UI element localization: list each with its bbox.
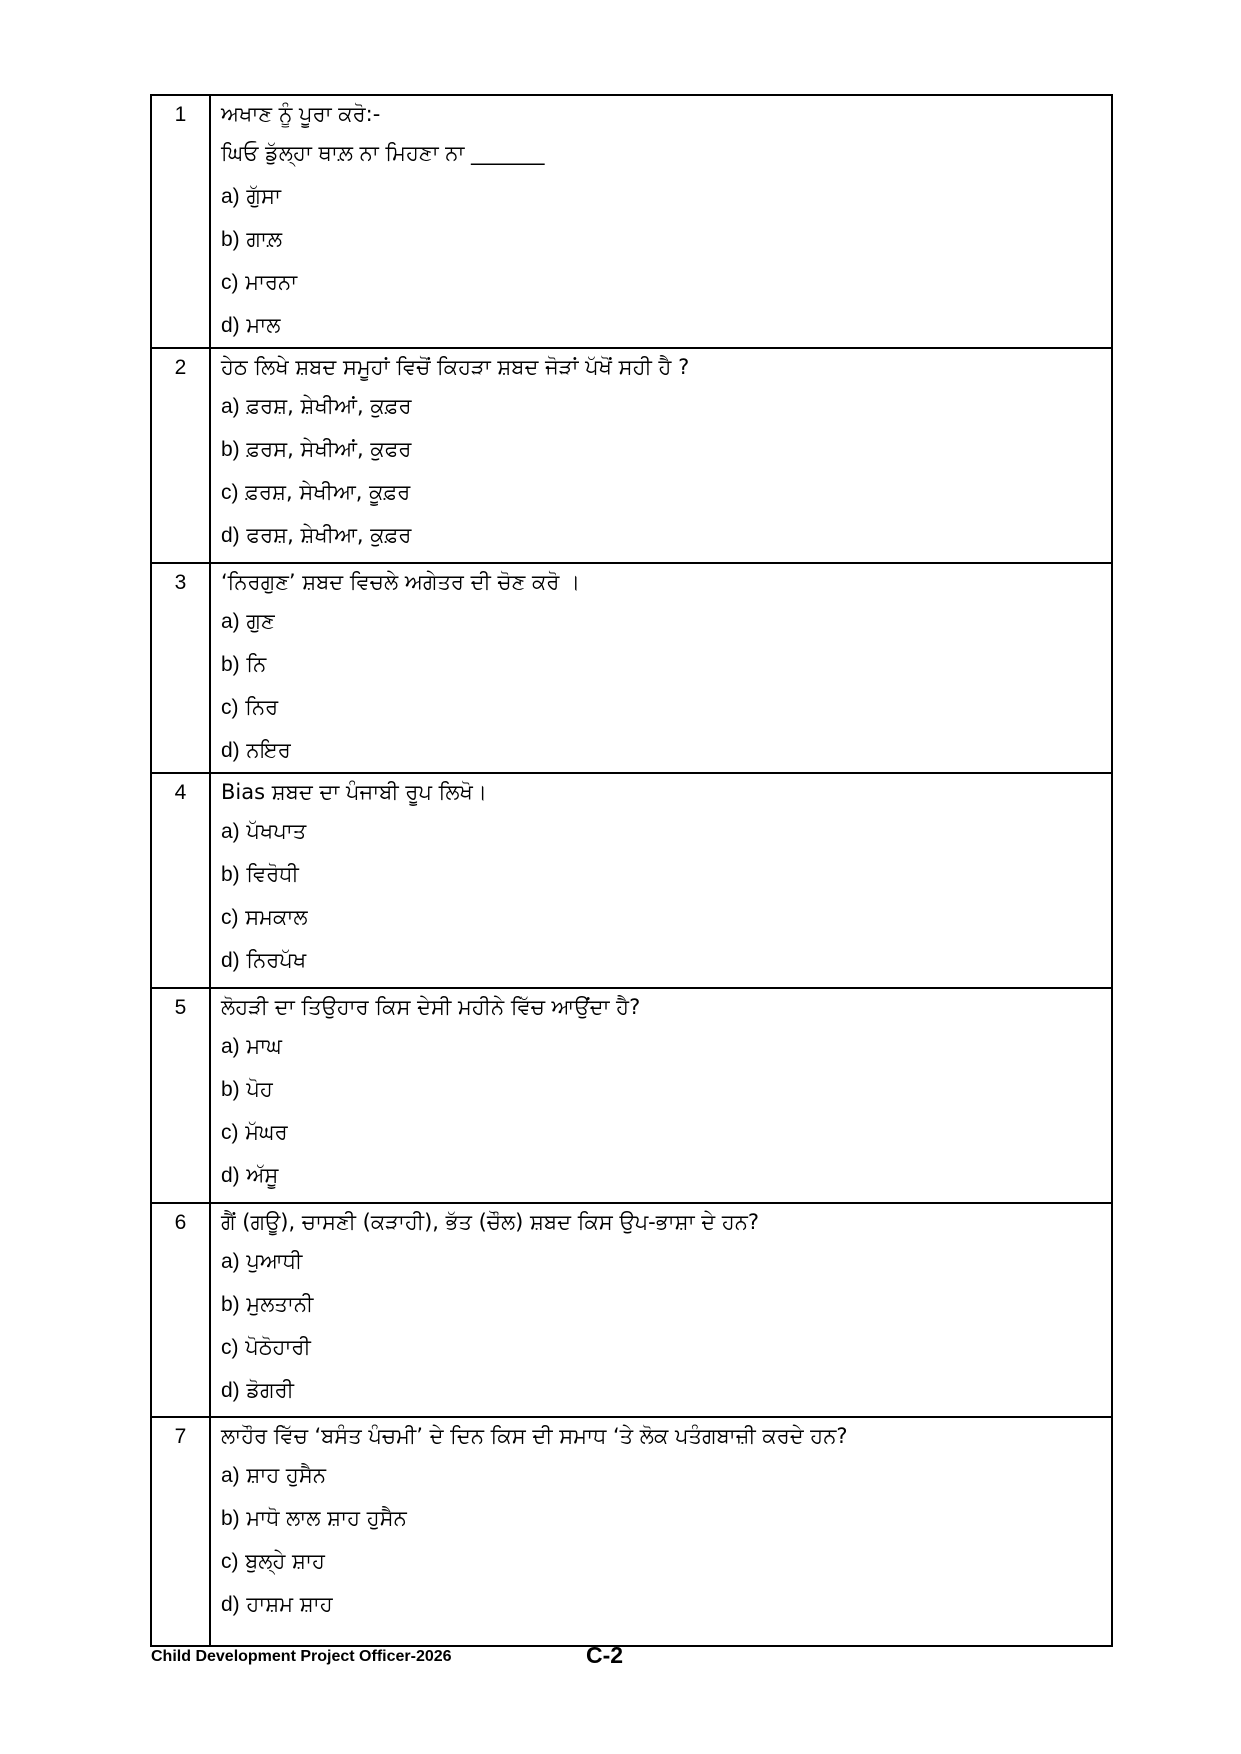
answer-option	[221, 1068, 1111, 1111]
answer-option	[221, 1583, 1111, 1626]
question-number: 6	[174, 1211, 187, 1234]
option-text: ਪੁਆਧੀ	[246, 1249, 303, 1273]
question-table	[150, 94, 1113, 1647]
option-letter: d)	[221, 1164, 240, 1187]
option-text: ਹਾਸ਼ਮ ਸ਼ਾਹ	[246, 1592, 333, 1616]
question-stem: ਲੋਹੜੀ ਦਾ ਤਿਉਹਾਰ ਕਿਸ ਦੇਸੀ ਮਹੀਨੇ ਵਿੱਚ ਆਉਂਦਾ ਹੈ?	[221, 995, 641, 1019]
answer-option	[221, 1454, 1111, 1497]
question-content-cell	[210, 773, 1112, 988]
option-letter: d)	[221, 739, 240, 762]
option-text: ਡੋਗਰੀ	[246, 1378, 294, 1402]
option-text: ਵਿਰੋਧੀ	[246, 862, 299, 886]
option-letter: b)	[221, 1078, 240, 1101]
question-number-cell	[151, 1203, 210, 1417]
question-number-cell	[151, 1417, 210, 1646]
option-text: ਪੋਠੋਹਾਰੀ	[245, 1335, 311, 1359]
option-text: ਗਾਲ਼	[246, 227, 283, 251]
option-letter: a)	[221, 610, 240, 633]
option-letter: c)	[221, 1121, 239, 1144]
answer-option	[221, 1240, 1111, 1283]
option-letter: a)	[221, 1464, 240, 1487]
option-letter: b)	[221, 863, 240, 886]
option-text: ਮਾਧੋ ਲਾਲ ਸ਼ਾਹ ਹੁਸੈਨ	[246, 1506, 407, 1530]
answer-option	[221, 1497, 1111, 1540]
option-text: ਸ਼ਾਹ ਹੁਸੈਨ	[246, 1463, 326, 1487]
answer-option	[221, 304, 1111, 347]
answer-option	[221, 1025, 1111, 1068]
question-number-cell	[151, 563, 210, 773]
option-letter: c)	[221, 1336, 239, 1359]
answer-option	[221, 600, 1111, 643]
option-letter: c)	[221, 481, 239, 504]
option-text: ਮੁਲਤਾਨੀ	[246, 1292, 314, 1316]
question-row	[151, 988, 1112, 1203]
question-content-cell	[210, 1203, 1112, 1417]
question-number-cell	[151, 95, 210, 348]
answer-option	[221, 810, 1111, 853]
question-row	[151, 773, 1112, 988]
answer-option	[221, 261, 1111, 304]
option-letter: a)	[221, 395, 240, 418]
option-letter: d)	[221, 1379, 240, 1402]
question-number: 5	[174, 996, 187, 1019]
footer-page-code: C-2	[586, 1642, 624, 1668]
question-stem: ਅਖਾਣ ਨੂੰ ਪੂਰਾ ਕਰੋ:-	[221, 102, 381, 126]
question-stem: Bias ਸ਼ਬਦ ਦਾ ਪੰਜਾਬੀ ਰੂਪ ਲਿਖੋ।	[221, 780, 488, 804]
option-text: ਪੋਹ	[246, 1077, 273, 1101]
answer-option	[221, 1154, 1111, 1197]
option-letter: b)	[221, 653, 240, 676]
question-number: 4	[174, 781, 187, 804]
question-number-cell	[151, 988, 210, 1203]
answer-option	[221, 1111, 1111, 1154]
question-row	[151, 348, 1112, 563]
option-text: ਬੁਲ੍ਹੇ ਸ਼ਾਹ	[245, 1549, 325, 1573]
answer-option	[221, 896, 1111, 939]
option-text: ਨਿਰਪੱਖ	[246, 948, 307, 972]
option-text: ਫਰਸ਼, ਸ਼ੇਖੀਆ, ਕੁਫ਼ਰ	[246, 523, 412, 547]
answer-option	[221, 175, 1111, 218]
option-text: ਨਇਰ	[246, 738, 291, 762]
question-row	[151, 1203, 1112, 1417]
question-stem: ਹੇਠ ਲਿਖੇ ਸ਼ਬਦ ਸਮੂਹਾਂ ਵਿਚੋਂ ਕਿਹੜਾ ਸ਼ਬਦ ਜੋੜਾਂ ਪੱਖੋਂ ਸਹੀ ਹੈ ?	[221, 355, 690, 379]
question-stem: ਲਾਹੌਰ ਵਿੱਚ ‘ਬਸੰਤ ਪੰਚਮੀ’ ਦੇ ਦਿਨ ਕਿਸ ਦੀ ਸਮਾਧ ‘ਤੇ ਲੋਕ ਪਤੰਗਬਾਜ਼ੀ ਕਰਦੇ ਹਨ?	[221, 1424, 848, 1448]
option-letter: d)	[221, 949, 240, 972]
answer-option	[221, 1540, 1111, 1583]
option-text: ਨਿਰ	[245, 695, 279, 719]
option-text: ਮੱਘਰ	[245, 1120, 288, 1144]
option-text: ਗੁਣ	[246, 609, 275, 633]
answer-option	[221, 385, 1111, 428]
option-letter: c)	[221, 696, 239, 719]
option-letter: c)	[221, 1550, 239, 1573]
question-content-cell	[210, 348, 1112, 563]
option-text: ਫ਼ਰਸ਼, ਸੇਖੀਆ, ਕੂਫ਼ਰ	[245, 480, 411, 504]
option-letter: d)	[221, 1593, 240, 1616]
question-number: 2	[174, 356, 187, 379]
option-letter: d)	[221, 314, 240, 337]
option-text: ਪੱਖਪਾਤ	[246, 819, 307, 843]
option-letter: b)	[221, 438, 240, 461]
answer-option	[221, 218, 1111, 261]
answer-option	[221, 729, 1111, 772]
question-number: 3	[174, 571, 187, 594]
option-letter: a)	[221, 820, 240, 843]
question-number-cell	[151, 773, 210, 988]
option-letter: a)	[221, 1035, 240, 1058]
option-text: ਮਾਘ	[246, 1034, 282, 1058]
option-letter: b)	[221, 228, 240, 251]
question-content-cell	[210, 563, 1112, 773]
question-row	[151, 1417, 1112, 1646]
question-row	[151, 563, 1112, 773]
option-text: ਫ਼ਰਸ, ਸੇਖੀਆਂ, ਕੁਫਰ	[246, 437, 412, 461]
answer-option	[221, 643, 1111, 686]
option-text: ਸਮਕਾਲ	[245, 905, 308, 929]
option-letter: c)	[221, 906, 239, 929]
question-content-cell	[210, 1417, 1112, 1646]
question-stem: ਗੈਂ (ਗਊ), ਚਾਸਣੀ (ਕੜਾਹੀ), ਭੱਤ (ਚੌਲ) ਸ਼ਬਦ ਕਿਸ ਉਪ-ਭਾਸ਼ਾ ਦੇ ਹਨ?	[221, 1210, 760, 1234]
option-letter: b)	[221, 1293, 240, 1316]
footer-exam-title: Child Development Project Officer-2026	[151, 1648, 452, 1665]
question-stem: ‘ਨਿਰਗੁਣ’ ਸ਼ਬਦ ਵਿਚਲੇ ਅਗੇਤਰ ਦੀ ਚੋਣ ਕਰੋ ।	[221, 570, 581, 594]
answer-option	[221, 1369, 1111, 1412]
question-number: 1	[174, 103, 187, 126]
answer-option	[221, 428, 1111, 471]
answer-option	[221, 686, 1111, 729]
answer-option	[221, 853, 1111, 896]
option-text: ਨਿ	[246, 652, 267, 676]
answer-option	[221, 514, 1111, 557]
option-text: ਅੱਸੂ	[246, 1163, 279, 1187]
question-number-cell	[151, 348, 210, 563]
answer-option	[221, 471, 1111, 514]
answer-option	[221, 1326, 1111, 1369]
question-row	[151, 95, 1112, 348]
option-text: ਫ਼ਰਸ਼, ਸ਼ੇਖੀਆਂ, ਕੁਫ਼ਰ	[246, 394, 412, 418]
option-letter: c)	[221, 271, 239, 294]
question-stem: ਘਿਓ ਡੁੱਲ੍ਹਾ ਥਾਲ਼ ਨਾ ਮਿਹਣਾ ਨਾ _______	[221, 141, 545, 165]
question-content-cell	[210, 95, 1112, 348]
option-letter: b)	[221, 1507, 240, 1530]
option-text: ਮਾਲ	[246, 313, 281, 337]
option-text: ਗੁੱਸਾ	[246, 184, 281, 208]
option-letter: a)	[221, 185, 240, 208]
answer-option	[221, 1283, 1111, 1326]
question-content-cell	[210, 988, 1112, 1203]
question-number: 7	[174, 1425, 187, 1448]
option-text: ਮਾਰਨਾ	[245, 270, 298, 294]
option-letter: d)	[221, 524, 240, 547]
option-letter: a)	[221, 1250, 240, 1273]
answer-option	[221, 939, 1111, 982]
